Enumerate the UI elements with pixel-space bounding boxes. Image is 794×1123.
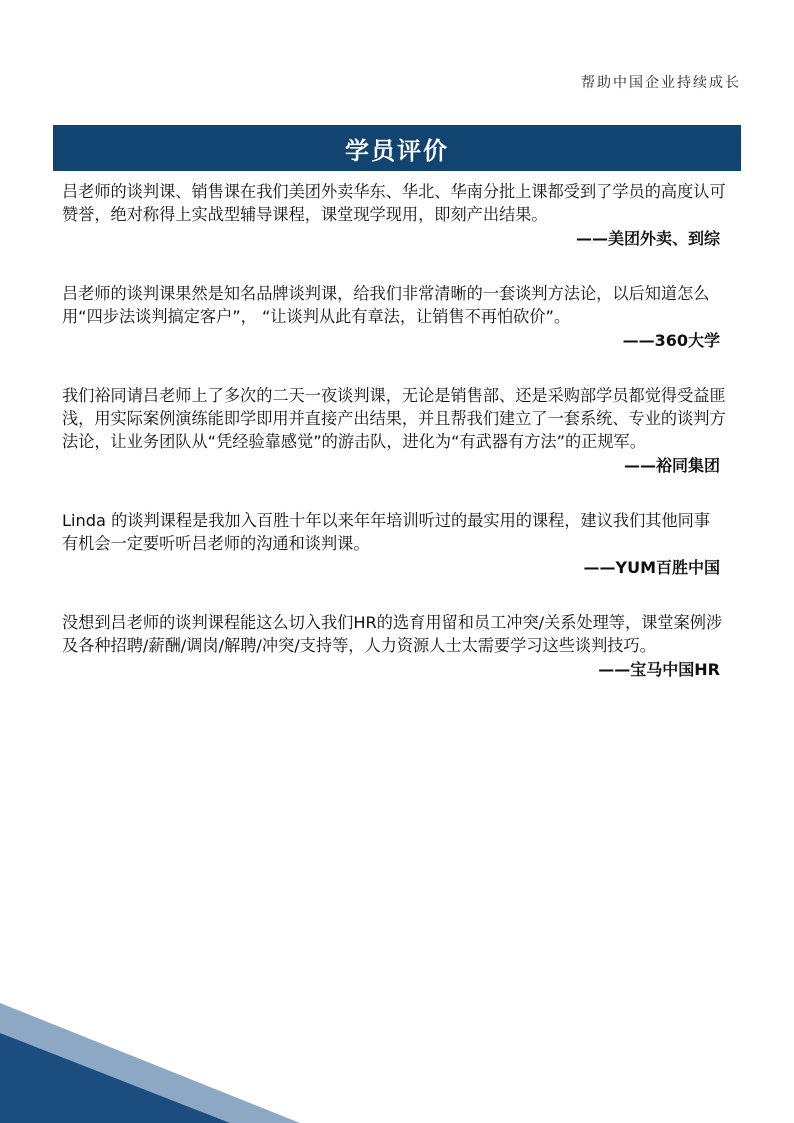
review-source: ——360大学 bbox=[622, 331, 720, 350]
review-text: Linda 的谈判课程是我加入百胜十年以来年年培训听过的最实用的课程，建议我们其他同事有机会一定要听听吕老师的沟通和谈判课。 bbox=[62, 511, 711, 553]
review-text: 吕老师的谈判课果然是知名品牌谈判课，给我们非常清晰的一套谈判方法论，以后知道怎么用“四步法谈判搞定客户”， “让谈判从此有章法，让销售不再怕砍价”。 bbox=[62, 284, 710, 326]
review-source: ——裕同集团 bbox=[623, 456, 720, 475]
page-tagline: 帮助中国企业持续成长 bbox=[581, 75, 741, 91]
review-item bbox=[62, 611, 726, 683]
section-title: 学员评价 bbox=[345, 136, 449, 165]
review-item bbox=[62, 180, 726, 252]
corner-stripe-dark bbox=[0, 1033, 230, 1123]
corner-decoration bbox=[0, 1003, 794, 1123]
review-text: 我们裕同请吕老师上了多次的二天一夜谈判课，无论是销售部、还是采购部学员都觉得受益匪浅，用实际案例演练能即学即用并直接产出结果，并且帮我们建立了一套系统、专业的谈判方法论，让业务团队从“凭经验靠感觉”的游击队，进化为“有武器有方法”的正规军。 bbox=[62, 386, 726, 451]
review-text: 吕老师的谈判课、销售课在我们美团外卖华东、华北、华南分批上课都受到了学员的高度认可赞誉，绝对称得上实战型辅导课程，课堂现学现用，即刻产出结果。 bbox=[62, 182, 726, 224]
review-item bbox=[62, 384, 726, 479]
review-source: ——YUM百胜中国 bbox=[583, 558, 720, 577]
section-title-bar bbox=[53, 125, 741, 171]
review-source: ——宝马中国HR bbox=[598, 660, 720, 679]
reviews-list bbox=[62, 180, 726, 713]
review-item bbox=[62, 282, 726, 354]
review-source: ——美团外卖、到综 bbox=[575, 229, 720, 248]
review-text: 没想到吕老师的谈判课程能这么切入我们HR的选育用留和员工冲突/关系处理等，课堂案例涉及各种招聘/薪酬/调岗/解聘/冲突/支持等，人力资源人士太需要学习这些谈判技巧。 bbox=[62, 613, 723, 655]
review-item bbox=[62, 509, 726, 581]
